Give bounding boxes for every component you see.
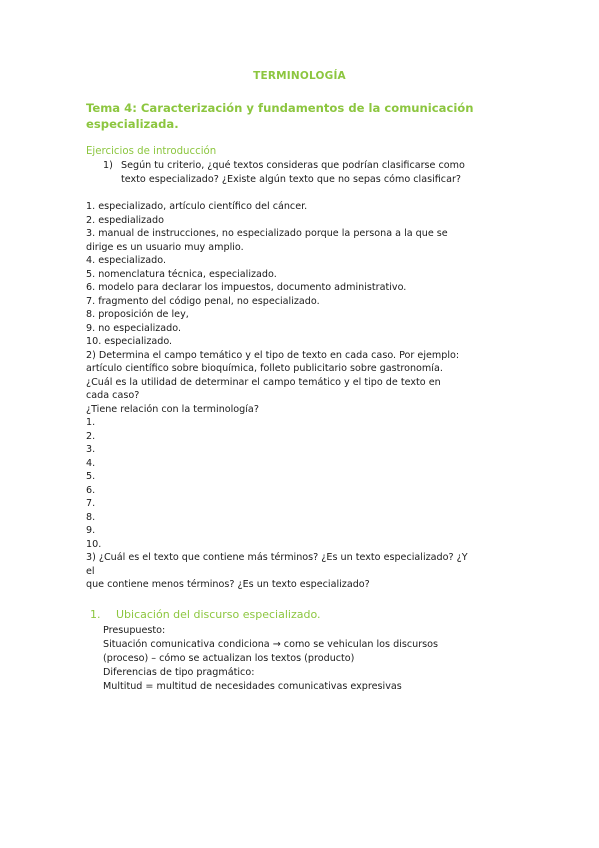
exercise-1-line-2: texto especializado? ¿Existe algún texto que no sepas cómo clasificar? [121,174,461,185]
answer-line: cada caso? [86,390,140,401]
answer-line: 3. [86,444,96,455]
answer-line: 10. especializado. [86,336,173,347]
body-line: Presupuesto: [103,625,166,636]
subsection-number: 1. [90,608,101,621]
answer-line: 6. modelo para declarar los impuestos, documento administrativo. [86,282,407,293]
body-line: Situación comunicativa condiciona → como se vehiculan los discursos [103,639,439,650]
exercise-1-number: 1) [103,160,113,171]
answer-line: 3. manual de instrucciones, no especializado porque la persona a la que se [86,228,448,239]
answer-line: 3) ¿Cuál es el texto que contiene más términos? ¿Es un texto especializado? ¿Y [86,552,468,563]
answer-line: el [86,565,95,577]
answer-line: 9. no especializado. [86,322,182,334]
body-line: (proceso) – cómo se actualizan los textos (producto) [103,653,355,664]
answer-line: 1. especializado, artículo científico del cáncer. [86,201,308,212]
answer-line: ¿Tiene relación con la terminología? [86,403,259,415]
answer-line: 2) Determina el campo temático y el tipo de texto en cada caso. Por ejemplo: [86,349,460,361]
answer-line: 10. [86,538,102,550]
body-line: Multitud = multitud de necesidades comunicativas expresivas [103,681,402,692]
answer-line: dirige es un usuario muy amplio. [86,241,244,253]
answer-line: 7. fragmento del código penal, no especializado. [86,295,320,307]
answer-line: 5. nomenclatura técnica, especializado. [86,268,277,280]
answer-line: 4. especializado. [86,255,167,266]
subsection-heading: Ubicación del discurso especializado. [116,608,321,621]
answer-line: 5. [86,471,96,482]
answer-line: 2. espedializado [86,214,164,226]
answer-line: 8. proposición de ley, [86,309,189,320]
topic-heading: Tema 4: Caracterización y fundamentos de la comunicación especializada. [86,101,474,131]
answer-line: 7. [86,498,96,509]
answer-line: que contiene menos términos? ¿Es un texto especializado? [86,579,370,590]
answer-line: 9. [86,525,96,536]
answer-line: ¿Cuál es la utilidad de determinar el campo temático y el tipo de texto en [86,376,441,388]
answer-line: 2. [86,430,96,442]
section-heading: Ejercicios de introducción [86,146,217,157]
body-line: Diferencias de tipo pragmático: [103,667,255,678]
answer-line: 1. [86,417,96,428]
exercise-1-line-1: Según tu criterio, ¿qué textos consideras que podrían clasificarse como [121,160,465,171]
answer-line: 6. [86,484,96,496]
document-title: TERMINOLOGÍA [253,70,346,82]
answer-line: 4. [86,457,96,469]
answer-line: artículo científico sobre bioquímica, folleto publicitario sobre gastronomía. [86,363,443,374]
answer-line: 8. [86,511,96,523]
